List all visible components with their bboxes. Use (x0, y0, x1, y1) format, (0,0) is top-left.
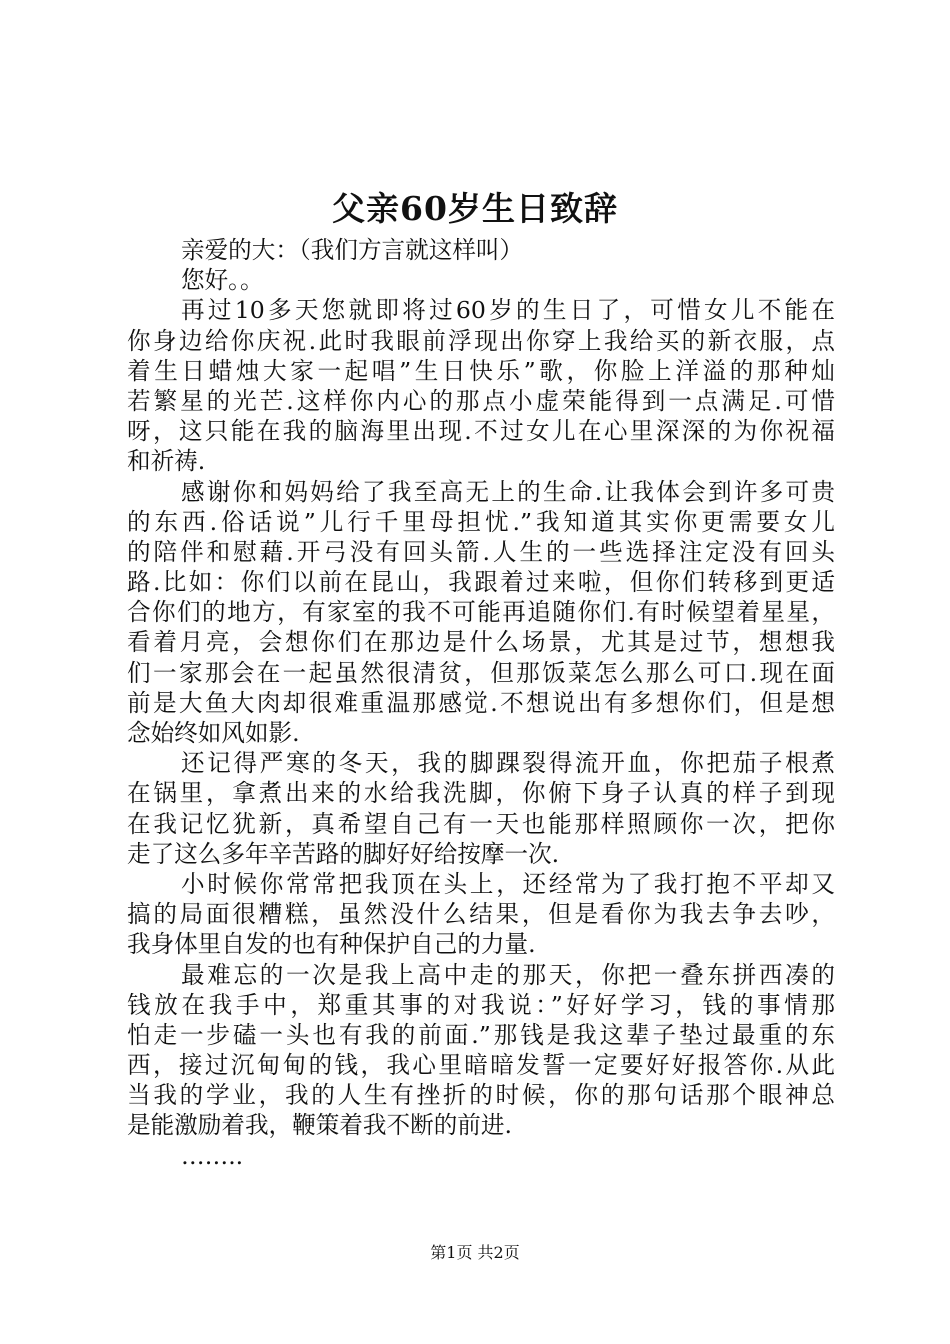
text-line: 路.比如：你们以前在昆山，我跟着过来啦，但你们转移到更适 (127, 568, 835, 597)
text-line: 念始终如风如影. (127, 719, 300, 747)
text-line: 合你们的地方，有家室的我不可能再追随你们.有时候望着星星， (127, 598, 835, 627)
text-line: 你身边给你庆祝.此时我眼前浮现出你穿上我给买的新衣服，点 (127, 326, 835, 355)
text-line: 和祈祷. (127, 447, 206, 476)
text-line: 最难忘的一次是我上高中走的那天，你把一叠东拼西凑的 (181, 960, 835, 989)
text-line: …….. (181, 1141, 244, 1170)
text-line: 走了这么多年辛苦路的脚好好给按摩一次. (127, 839, 560, 868)
text-line: 西，接过沉甸甸的钱，我心里暗暗发誓一定要好好报答你.从此 (127, 1051, 835, 1080)
text-line: 们一家那会在一起虽然很清贫，但那饭菜怎么那么可口.现在面 (127, 658, 835, 687)
text-line: 在我记忆犹新，真希望自己有一天也能那样照顾你一次，把你 (127, 809, 835, 838)
text-line: 的陪伴和慰藉.开弓没有回头箭.人生的一些选择注定没有回头 (127, 537, 835, 566)
text-line: 着生日蜡烛大家一起唱”生日快乐”歌，你脸上洋溢的那种灿 (127, 356, 835, 385)
text-line: 再过10多天您就即将过60岁的生日了，可惜女儿不能在 (181, 296, 835, 325)
text-line: 是能激励着我，鞭策着我不断的前进. (127, 1111, 512, 1140)
text-line: 还记得严寒的冬天，我的脚踝裂得流开血，你把茄子根煮 (181, 749, 835, 778)
document-title: 父亲60岁生日致辞 (332, 189, 618, 228)
text-line: 的东西.俗话说”儿行千里母担忧.”我知道其实你更需要女儿 (127, 507, 835, 536)
document-body (127, 235, 835, 1171)
text-line: 当我的学业，我的人生有挫折的时候，你的那句话那个眼神总 (127, 1081, 835, 1110)
text-line: 怕走一步磕一头也有我的前面.”那钱是我这辈子垫过最重的东 (127, 1020, 835, 1049)
text-line: 感谢你和妈妈给了我至高无上的生命.让我体会到许多可贵 (181, 477, 835, 506)
text-line: 我身体里自发的也有种保护自己的力量. (127, 930, 536, 959)
text-line: 在锅里，拿煮出来的水给我洗脚，你俯下身子认真的样子到现 (127, 779, 835, 808)
text-line: 搞的局面很糟糕，虽然没什么结果，但是看你为我去争去吵， (127, 900, 835, 929)
text-line: 亲爱的大：（我们方言就这样叫） (181, 236, 524, 264)
text-line: 您好。。 (181, 266, 264, 295)
text-line: 小时候你常常把我顶在头上，还经常为了我打抱不平却又 (181, 869, 835, 898)
page-footer: 第1页 共2页 (430, 1243, 520, 1262)
text-line: 钱放在我手中，郑重其事的对我说：”好好学习，钱的事情那 (127, 990, 835, 1019)
text-line: 若繁星的光芒.这样你内心的那点小虚荣能得到一点满足.可惜 (127, 386, 835, 415)
text-line: 呀，这只能在我的脑海里出现.不过女儿在心里深深的为你祝福 (127, 417, 835, 446)
text-line: 看着月亮，会想你们在那边是什么场景，尤其是过节，想想我 (127, 628, 835, 657)
text-line: 前是大鱼大肉却很难重温那感觉.不想说出有多想你们，但是想 (127, 688, 835, 717)
